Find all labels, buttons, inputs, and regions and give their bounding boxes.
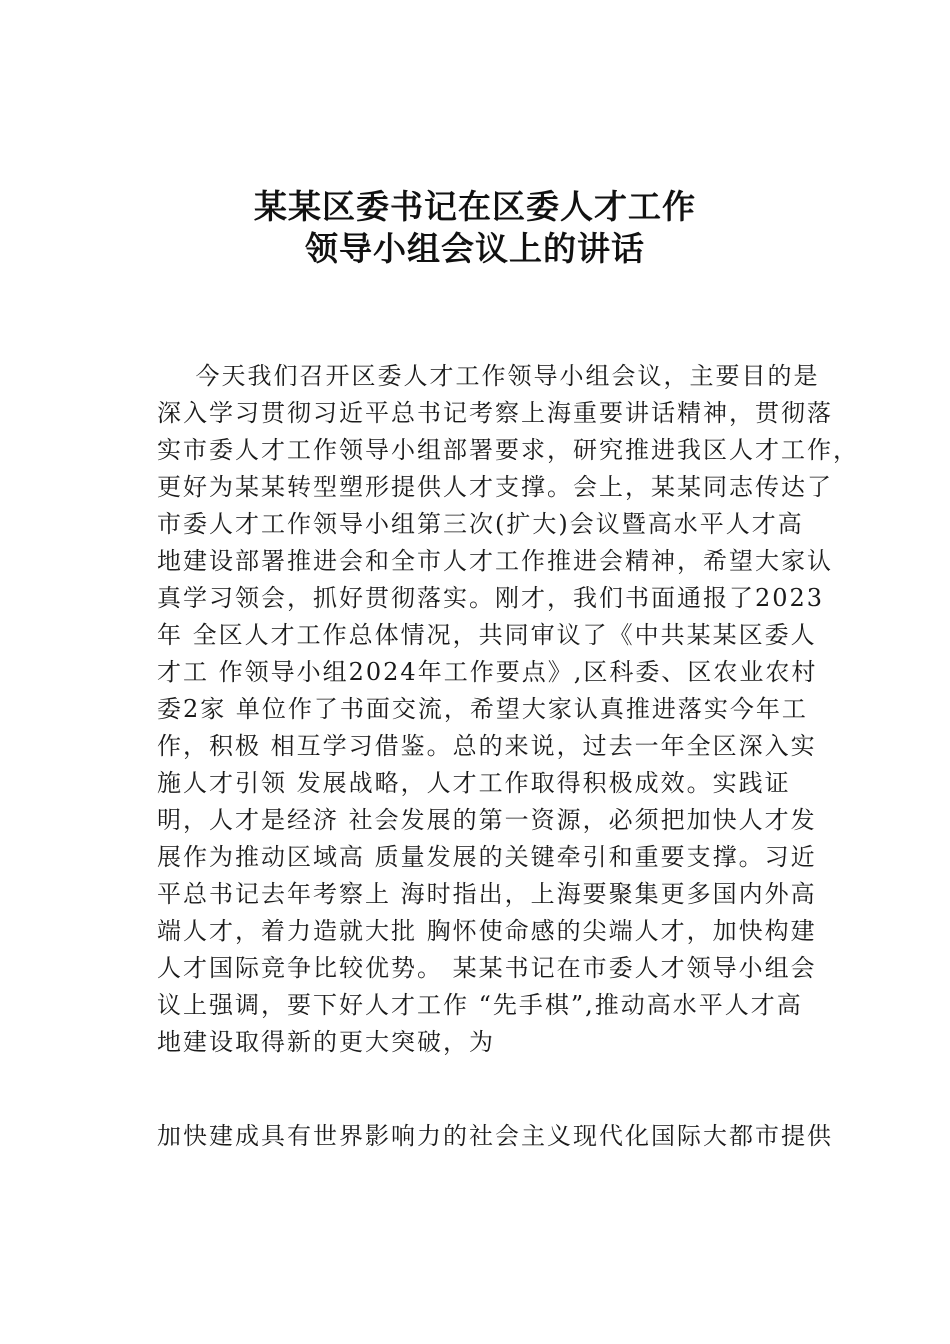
body-line: 人才国际竞争比较优势。 某某书记在市委人才领导小组会 <box>157 954 817 982</box>
body-line: 明，人才是经济 社会发展的第一资源，必须把加快人才发 <box>157 806 817 834</box>
body-line: 地建设取得新的更大突破，为 <box>157 1028 495 1056</box>
body-line: 展作为推动区域高 质量发展的关键牵引和重要支撑。习近 <box>157 843 817 871</box>
body-line: 真学习领会，抓好贯彻落实。刚才，我们书面通报了2023 <box>157 584 825 612</box>
body-line: 地建设部署推进会和全市人才工作推进会精神，希望大家认 <box>157 547 833 575</box>
title-line: 某某区委书记在区委人才工作 <box>254 187 696 226</box>
body-line: 平总书记去年考察上 海时指出，上海要聚集更多国内外高 <box>157 880 817 908</box>
document-title <box>0 186 950 270</box>
body-line: 实市委人才工作领导小组部署要求，研究推进我区人才工作， <box>157 436 859 464</box>
body-line: 作，积极 相互学习借鉴。总的来说，过去一年全区深入实 <box>157 732 817 760</box>
body-line: 更好为某某转型塑形提供人才支撑。会上，某某同志传达了 <box>157 473 833 501</box>
body-paragraph <box>157 358 859 1061</box>
body-line: 端人才，着力造就大批 胸怀使命感的尖端人才，加快构建 <box>157 917 817 945</box>
body-line: 今天我们召开区委人才工作领导小组会议，主要目的是 <box>157 362 820 390</box>
body-line: 施人才引领 发展战略，人才工作取得积极成效。实践证 <box>157 769 791 797</box>
body-line: 年 全区人才工作总体情况，共同审议了《中共某某区委人 <box>157 621 817 649</box>
body-line: 市委人才工作领导小组第三次(扩大)会议暨高水平人才高 <box>157 510 804 538</box>
body-line: 委2家 单位作了书面交流，希望大家认真推进落实今年工 <box>157 695 808 723</box>
title-line: 领导小组会议上的讲话 <box>305 229 645 268</box>
body-line: 议上强调，要下好人才工作 “先手棋”,推动高水平人才高 <box>157 991 803 1019</box>
continuation-line: 加快建成具有世界影响力的社会主义现代化国际大都市提供 <box>157 1122 833 1150</box>
body-line: 才工 作领导小组2024年工作要点》,区科委、区农业农村 <box>157 658 818 686</box>
body-line: 深入学习贯彻习近平总书记考察上海重要讲话精神，贯彻落 <box>157 399 833 427</box>
